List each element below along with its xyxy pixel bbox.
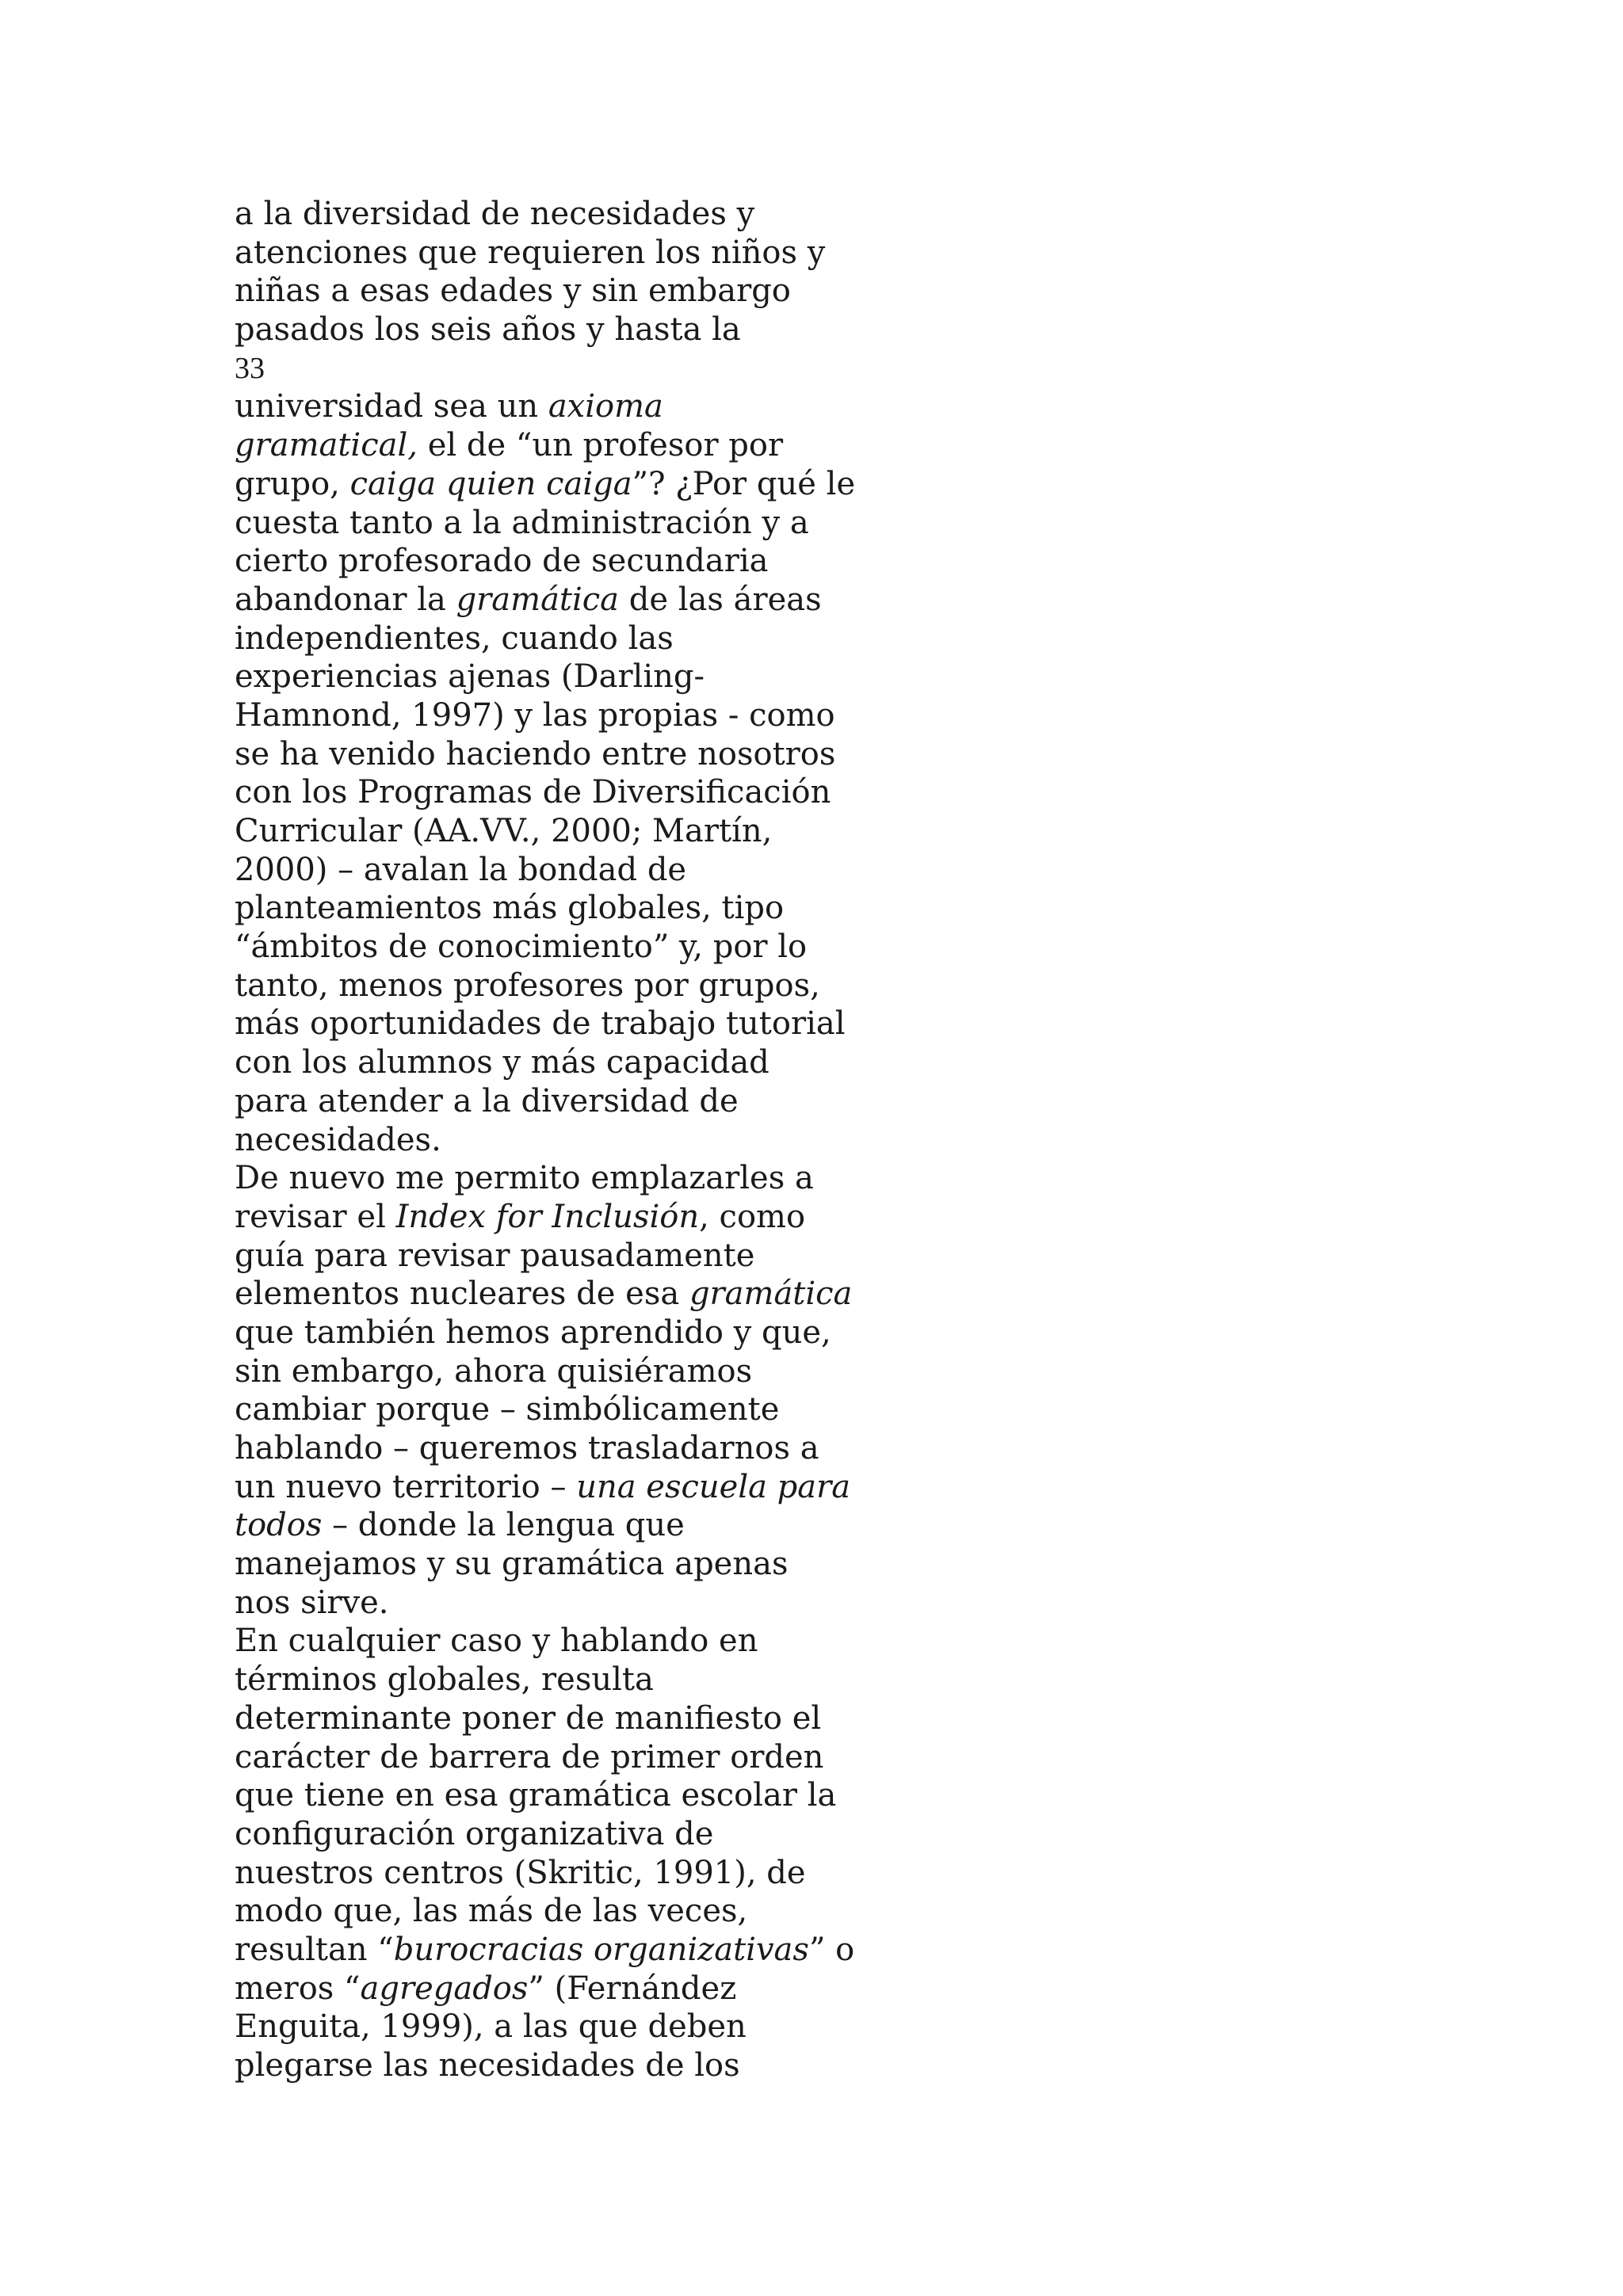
text-line (235, 1352, 884, 1391)
text-line (235, 928, 884, 967)
text-line (235, 1584, 884, 1623)
text-line (235, 812, 884, 851)
text-line (235, 311, 884, 349)
text-line (235, 465, 884, 504)
text-run: Enguita, 1999), a las que deben (235, 2008, 747, 2046)
text-line (235, 1970, 884, 2008)
body-text (235, 195, 884, 2085)
text-run: elementos nucleares de esa (235, 1276, 689, 1313)
text-line (235, 581, 884, 620)
text-run: un nuevo territorio – (235, 1468, 577, 1505)
text-run: nos sirve. (235, 1584, 389, 1621)
text-run: guía para revisar pausadamente (235, 1237, 755, 1274)
text-run: Hamnond, 1997) y las propias - como (235, 696, 835, 734)
text-line (235, 272, 884, 311)
text-line (235, 1545, 884, 1584)
text-run: En cualquier caso y hablando en (235, 1623, 758, 1660)
text-line (235, 1314, 884, 1352)
text-run: determinante poner de manifiesto el (235, 1699, 822, 1737)
text-run: términos globales, resulta (235, 1661, 654, 1699)
text-run: carácter de barrera de primer orden (235, 1738, 824, 1775)
italic-run: burocracias organizativas (393, 1931, 809, 1968)
text-run: más oportunidades de trabajo tutorial (235, 1005, 846, 1043)
text-run: 33 (235, 351, 265, 385)
text-run: cuesta tanto a la administración y a (235, 504, 809, 541)
text-run: necesidades. (235, 1121, 441, 1158)
text-run: modo que, las más de las veces, (235, 1893, 748, 1930)
text-line (235, 1159, 884, 1198)
text-line (235, 735, 884, 774)
text-line (235, 1043, 884, 1082)
text-line (235, 851, 884, 890)
text-run: sin embargo, ahora quisiéramos (235, 1352, 753, 1390)
text-line (235, 1892, 884, 1931)
text-run: planteamientos más globales, tipo (235, 890, 785, 927)
text-line (235, 1237, 884, 1276)
text-line (235, 1468, 884, 1507)
italic-run: Index for Inclusión (395, 1198, 700, 1235)
text-run: el de “un profesor por (417, 427, 784, 464)
text-run: ” (Fernández (528, 1970, 737, 2007)
text-run: “ámbitos de conocimiento” y, por lo (235, 929, 808, 966)
text-line (235, 542, 884, 581)
italic-run: axioma (548, 388, 663, 425)
text-run: revisar el (235, 1198, 396, 1235)
text-run: Curricular (AA.VV., 2000; Martín, (235, 813, 773, 849)
text-line (235, 1738, 884, 1777)
text-run: pasados los seis años y hasta la (235, 311, 741, 349)
text-run: de las áreas (619, 581, 822, 618)
text-run: configuración organizativa de (235, 1815, 714, 1852)
text-line (235, 1815, 884, 1854)
text-run: niñas a esas edades y sin embargo (235, 273, 791, 310)
text-run: cierto profesorado de secundaria (235, 543, 769, 580)
text-line (235, 620, 884, 658)
text-run: experiencias ajenas (Darling- (235, 658, 705, 696)
text-line (235, 1776, 884, 1815)
text-line (235, 387, 884, 426)
italic-run: gramatical, (235, 427, 418, 464)
text-line (235, 696, 884, 735)
text-run: resultan “ (235, 1931, 394, 1968)
text-run: De nuevo me permito emplazarles a (235, 1160, 814, 1197)
text-run: meros “ (235, 1970, 361, 2007)
text-line (235, 426, 884, 465)
text-run: ”? ¿Por qué le (632, 465, 856, 502)
text-line (235, 1699, 884, 1738)
text-run: independientes, cuando las (235, 620, 674, 657)
text-run: con los Programas de Diversificación (235, 774, 831, 811)
italic-run: caiga quien caiga (349, 465, 632, 502)
text-run: 2000) – avalan la bondad de (235, 851, 687, 888)
italic-run: una escuela para (576, 1468, 851, 1505)
text-line (235, 1854, 884, 1893)
text-run: – donde la lengua que (322, 1507, 685, 1544)
text-run: hablando – queremos trasladarnos a (235, 1430, 819, 1466)
text-line (235, 1005, 884, 1043)
text-run: que también hemos aprendido y que, (235, 1314, 831, 1351)
text-line (235, 234, 884, 273)
text-run: con los alumnos y más capacidad (235, 1044, 769, 1081)
text-run: manejamos y su gramática apenas (235, 1546, 789, 1583)
page-number (235, 349, 884, 388)
text-line (235, 1198, 884, 1237)
text-line (235, 504, 884, 543)
text-run: nuestros centros (Skritic, 1991), de (235, 1854, 806, 1891)
text-line (235, 1661, 884, 1699)
text-line (235, 1082, 884, 1121)
text-line (235, 658, 884, 696)
text-line (235, 1931, 884, 1970)
text-run: a la diversidad de necesidades y (235, 196, 755, 232)
text-line (235, 2046, 884, 2085)
text-run: para atender a la diversidad de (235, 1082, 739, 1119)
text-run: plegarse las necesidades de los (235, 2047, 740, 2084)
text-run: cambiar porque – simbólicamente (235, 1391, 780, 1428)
text-line (235, 1275, 884, 1314)
text-run: tanto, menos profesores por grupos, (235, 967, 820, 1004)
italic-run: agregados (360, 1970, 529, 2007)
text-line (235, 1506, 884, 1545)
text-line (235, 889, 884, 928)
text-run: universidad sea un (235, 388, 548, 425)
italic-run: gramática (456, 581, 620, 618)
text-line (235, 1429, 884, 1468)
italic-run: gramática (689, 1276, 853, 1313)
text-run: , como (699, 1198, 806, 1235)
text-run: que tiene en esa gramática escolar la (235, 1777, 837, 1814)
text-run: se ha venido haciendo entre nosotros (235, 735, 836, 772)
text-line (235, 195, 884, 234)
text-line (235, 1622, 884, 1661)
text-line (235, 773, 884, 812)
text-line (235, 2008, 884, 2046)
text-run: abandonar la (235, 581, 456, 618)
italic-run: todos (235, 1507, 323, 1544)
text-line (235, 1390, 884, 1429)
text-run: ” o (808, 1931, 855, 1968)
text-line (235, 1121, 884, 1160)
text-run: grupo, (235, 465, 350, 502)
text-line (235, 967, 884, 1005)
text-run: atenciones que requieren los niños y (235, 234, 826, 271)
